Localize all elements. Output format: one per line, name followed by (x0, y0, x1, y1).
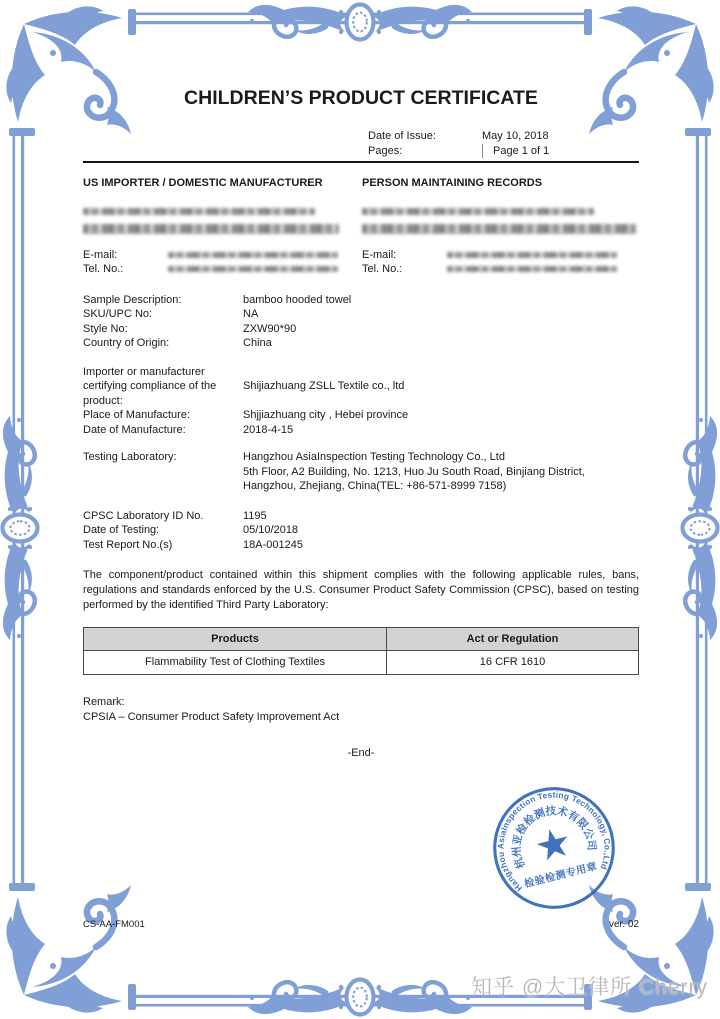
date-of-issue-row (368, 129, 639, 144)
field-label: Country of Origin: (83, 337, 170, 349)
records-block (362, 176, 639, 277)
certifier-row (83, 365, 639, 409)
field-value: 1195 (243, 509, 267, 522)
date-of-issue-value: May 10, 2018 (482, 130, 549, 142)
sku-row (83, 307, 639, 322)
cpsc-id-row (83, 509, 639, 524)
test-report-row (83, 538, 639, 553)
star-icon (534, 825, 572, 862)
importer-header: US IMPORTER / DOMESTIC MANUFACTURER (83, 177, 323, 189)
field-value: 18A-001245 (243, 538, 303, 551)
lab-line-3: Hangzhou, Zhejiang, China(TEL: +86-571-8999 7158) (243, 480, 507, 492)
records-tel-redacted (447, 266, 617, 272)
product-cell: Flammability Test of Clothing Textiles (84, 651, 387, 675)
field-label: Place of Manufacture: (83, 409, 191, 421)
stamp-purpose-text: 检验检测专用章 (523, 861, 599, 891)
lab-line-1: Hangzhou AsiaInspection Testing Technology Co., Ltd (243, 451, 505, 463)
testing-laboratory-row (83, 450, 639, 494)
regulation-column-header: Act or Regulation (387, 628, 639, 651)
document-footer (83, 919, 639, 930)
regulation-cell: 16 CFR 1610 (387, 651, 639, 675)
products-column-header: Products (84, 628, 387, 651)
remark-text: CPSIA – Consumer Product Safety Improvement Act (83, 710, 340, 723)
field-label: Date of Manufacture: (83, 423, 186, 436)
importer-email-redacted (168, 252, 338, 258)
field-value: Shijiazhuang ZSLL Textile co., ltd (243, 380, 405, 392)
importer-address-redacted (83, 224, 339, 234)
field-value: NA (243, 308, 259, 320)
importer-name-redacted (83, 208, 315, 215)
tel-label: Tel. No.: (362, 263, 403, 275)
lab-address (243, 450, 639, 494)
lab-line-2: 5th Floor, A2 Building, No. 1213, Huo Ju South Road, Binjiang District, (243, 465, 585, 478)
records-email-row (362, 248, 639, 263)
header-rule (83, 161, 639, 163)
field-label: SKU/UPC No: (83, 308, 153, 320)
style-row (83, 322, 639, 337)
email-label: E-mail: (83, 248, 118, 261)
field-value: China (243, 337, 272, 349)
field-label: CPSC Laboratory ID No. (83, 509, 204, 522)
importer-email-row (83, 248, 341, 263)
table-header-row (84, 628, 639, 651)
field-label: Importer or manufacturer certifying compliance of the product: (83, 365, 217, 407)
records-name-redacted (362, 208, 594, 215)
form-number: CS-AA-FM001 (83, 919, 145, 930)
field-label: Testing Laboratory: (83, 451, 177, 463)
field-label: Sample Description: (83, 293, 182, 306)
field-label: Date of Testing: (83, 524, 160, 536)
parties-section (83, 176, 639, 277)
page-title: CHILDREN’S PRODUCT CERTIFICATE (184, 87, 538, 109)
email-label: E-mail: (362, 248, 397, 261)
stamp-english-text: Hangzhou AsiaInspection Testing Technology, Co.,Ltd (495, 789, 613, 894)
watermark: 知乎 @大卫律所 Cherry (471, 976, 708, 999)
field-label: Style No: (83, 322, 128, 335)
document-body (83, 86, 639, 761)
field-value: ZXW90*90 (243, 322, 297, 335)
field-value: bamboo hooded towel (243, 293, 352, 306)
stamp-chinese-company-text: 杭州亚检检测技术有限公司 (510, 805, 598, 871)
end-marker: -End- (347, 747, 375, 759)
place-of-manufacture-row (83, 408, 639, 423)
date-of-testing-row (83, 523, 639, 538)
cpsc-section (83, 509, 639, 553)
field-label: Test Report No.(s) (83, 538, 173, 551)
importer-block (83, 176, 341, 277)
table-row (84, 651, 639, 675)
field-value: 2018-4-15 (243, 423, 294, 436)
importer-tel-redacted (168, 266, 338, 272)
pages-row (368, 144, 639, 159)
pages-value: Page 1 of 1 (482, 144, 549, 159)
field-value: Shjjiazhuang city , Hebei province (243, 409, 409, 421)
remark-label: Remark: (83, 696, 125, 708)
date-of-manufacture-row (83, 423, 639, 438)
records-header: PERSON MAINTAINING RECORDS (362, 177, 543, 189)
date-of-issue-label: Date of Issue: (368, 130, 436, 142)
acts-table (83, 627, 639, 675)
compliance-paragraph: The component/product contained within this shipment complies with the following applicable rules, bans, regulations and standards enforced by the U.S. Consumer Product Safety Commission (CPSC), based on testing performed by the identified Third Party Laboratory: (83, 569, 639, 611)
version-label: ver. 02 (608, 919, 639, 930)
origin-row (83, 336, 639, 351)
records-email-redacted (447, 252, 617, 258)
manufacture-section (83, 365, 639, 438)
remark-section (83, 695, 639, 724)
field-value: 05/10/2018 (243, 524, 299, 536)
records-tel-row (362, 262, 639, 277)
records-address-redacted (362, 224, 636, 234)
tel-label: Tel. No.: (83, 263, 124, 275)
lab-section (83, 450, 639, 494)
sample-description-row (83, 293, 639, 308)
sample-section (83, 293, 639, 351)
issue-meta (368, 129, 639, 158)
pages-label: Pages: (368, 144, 403, 157)
importer-tel-row (83, 262, 341, 277)
